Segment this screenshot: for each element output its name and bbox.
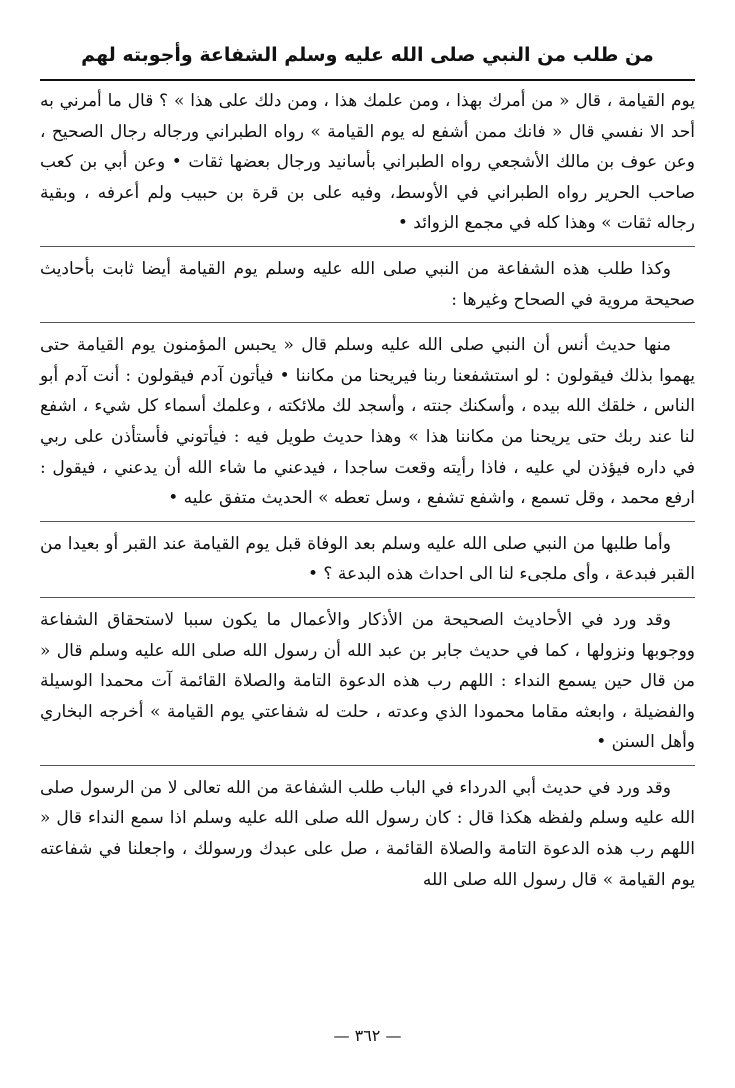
paragraph-4: وأما طلبها من النبي صلى الله عليه وسلم بعد الوفاة قبل يوم القيامة عند القبر أو بعيدا من القبر فبدعة ، وأى ملجىء لنا الى احداث هذه البدعة ؟ •	[40, 533, 695, 585]
paragraph-2: وكذا طلب هذه الشفاعة من النبي صلى الله عليه وسلم يوم القيامة أيضا ثابت بأحاديث صحيحة مروية في الصحاح وغيرها :	[40, 258, 695, 310]
paragraph-divider	[40, 765, 695, 766]
paragraph-divider	[40, 597, 695, 598]
paragraph-divider	[40, 521, 695, 522]
running-header: من طلب من النبي صلى الله عليه وسلم الشفاعة وأجوبته لهم	[81, 44, 654, 66]
paragraph-6: وقد ورد في حديث أبي الدرداء في الباب طلب الشفاعة من الله تعالى لا من الرسول صلى الله عليه وسلم ولفظه هكذا قال : كان رسول الله صلى الله عليه وسلم اذا سمع النداء قال « اللهم رب هذه الدعوة التامة والصلاة القائمة ، صل على عبدك ورسولك ، واجعلنا في شفاعته يوم القيامة » قال رسول الله صلى الله	[40, 777, 695, 890]
paragraph-5: وقد ورد في الأحاديث الصحيحة من الأذكار والأعمال ما يكون سببا لاستحقاق الشفاعة ووجوبها ونزولها ، كما في حديث جابر بن عبد الله أن رسول الله صلى الله عليه وسلم قال « من قال حين يسمع النداء : اللهم رب هذه الدعوة التامة والصلاة القائمة آت محمدا الوسيلة والفضيلة ، وابعثه مقاما محمودا الذي وعدته ، حلت له شفاعتي يوم القيامة » أخرجه البخاري وأهل السنن •	[40, 609, 695, 753]
header-rule	[40, 79, 695, 81]
paragraph-3: منها حديث أنس أن النبي صلى الله عليه وسلم قال « يحبس المؤمنون يوم القيامة حتى يهموا بذلك فيقولون : لو استشفعنا ربنا فيريحنا من مكاننا • فيأتون آدم فيقولون : أنت آدم أبو الناس ، خلقك الله بيده ، وأسكنك جنته ، وأسجد لك ملائكته ، وعلمك أسماء كل شيء ، اشفع لنا عند ربك حتى يريحنا من مكاننا هذا » وهذا حديث طويل فيه : فيأتوني فأستأذن على ربي في داره فيؤذن لي عليه ، فاذا رأيته وقعت ساجدا ، فيدعني ما شاء الله أن يدعني ، فيقول : ارفع محمد ، وقل تسمع ، واشفع تشفع ، وسل تعطه » الحديث متفق عليه •	[40, 335, 695, 509]
paragraph-divider	[40, 322, 695, 323]
page-number: — ٣٦٢ —	[333, 1026, 402, 1045]
body-text	[40, 86, 695, 902]
paragraph-1: يوم القيامة ، قال « من أمرك بهذا ، ومن علمك هذا ، ومن دلك على هذا » ؟ قال ما أمرني به أحد الا نفسي قال « فانك ممن أشفع له يوم القيامة » رواه الطبراني ورجاله رجال الصحيح ، وعن عوف بن مالك الأشجعي رواه الطبراني بأسانيد ورجال بعضها ثقات • وعن أبي بن كعب صاحب الحرير رواه الطبراني في الأوسط، وفيه على بن قرة بن حبيب ولم أعرفه ، وبقية رجاله ثقات » وهذا كله في مجمع الزوائد •	[40, 91, 695, 234]
paragraph-divider	[40, 246, 695, 247]
